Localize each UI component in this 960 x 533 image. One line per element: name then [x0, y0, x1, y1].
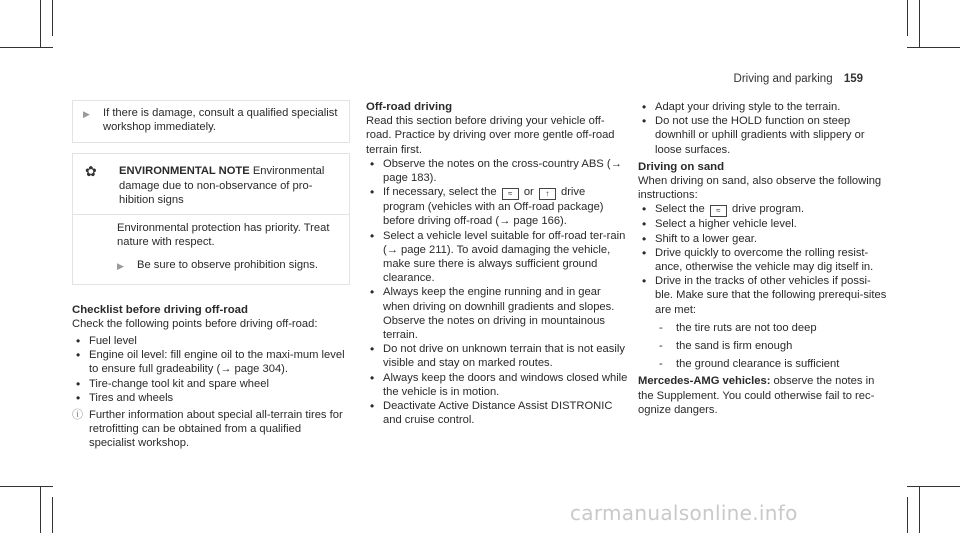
checklist-section	[72, 303, 350, 451]
list-item: • Shift to a lower gear.	[638, 232, 888, 246]
play-triangle-icon: ▶	[83, 109, 90, 119]
crop-mark	[40, 486, 41, 533]
list-item	[638, 202, 888, 217]
amg-label: Mercedes-AMG vehicles:	[638, 375, 771, 388]
amg-note	[638, 374, 888, 417]
list-item: • Deactivate Active Distance Assist DISTRONIC and cruise control.	[366, 399, 628, 427]
checklist-title: Checklist before driving off-road	[72, 303, 248, 316]
column-left	[72, 100, 350, 451]
list-item-text: drive program (vehicles with an Off-road package) before driving off-road (→ page 166).	[383, 186, 604, 228]
crop-mark	[919, 0, 920, 48]
checklist-note-text: Further information about special all-terrain tires for retrofitting can be obtained from a qualified specialist workshop.	[89, 409, 343, 450]
list-item-text: Drive in the tracks of other vehicles if possi-ble. Make sure that the following prerequi-sites are met:	[655, 275, 887, 316]
env-note-text: Environmental damage due to non-observance of pro-hibition signs	[119, 165, 325, 206]
list-item-text: If necessary, select the	[383, 186, 497, 199]
list-item: • Select a vehicle level suitable for off-road ter-rain (→ page 211). To avoid damaging the vehicle, make sure there is always sufficient ground clearance.	[366, 229, 628, 286]
checklist-intro: Check the following points before driving off-road:	[72, 317, 318, 330]
environment-leaf-icon: ✿	[85, 163, 97, 180]
sub-list-item: - the ground clearance is sufficient	[655, 357, 888, 371]
checklist-note	[72, 408, 350, 451]
section-title: Driving and parking	[733, 73, 833, 85]
column-right	[638, 100, 888, 417]
offroad-plus-program-icon: ↑	[539, 188, 556, 200]
watermark: carmanualsonline.info	[570, 501, 798, 525]
list-item: • Always keep the doors and windows closed while the vehicle is in motion.	[366, 371, 628, 399]
sand-program-icon: ≈	[710, 205, 727, 217]
page-number: 159	[843, 73, 863, 85]
sand-title: Driving on sand	[638, 160, 725, 173]
crop-mark	[0, 486, 53, 487]
list-item-text: or	[523, 186, 534, 199]
sand-intro: When driving on sand, also observe the following instructions:	[638, 175, 882, 202]
sub-list-item: - the sand is firm enough	[655, 339, 888, 353]
amg-text: observe the notes in the Supplement. You could otherwise fail to rec-ognize dangers.	[638, 375, 875, 416]
crop-mark	[907, 0, 908, 36]
list-item	[638, 274, 888, 371]
column-middle	[366, 100, 628, 427]
warning-text: If there is damage, consult a qualified specialist workshop immediately.	[103, 107, 338, 134]
list-item: • Do not drive on unknown terrain that is not easily visible and stay on marked routes.	[366, 342, 628, 370]
crop-mark	[0, 47, 53, 48]
list-item: • Adapt your driving style to the terrain.	[638, 100, 888, 114]
offroad-intro: Read this section before driving your vehicle off-road. Practice by driving over more gentle off-road terrain first.	[366, 115, 615, 156]
crop-mark	[52, 497, 53, 533]
crop-mark	[907, 497, 908, 533]
list-item: • Drive quickly to overcome the rolling resist-ance, otherwise the vehicle may dig itself in.	[638, 246, 888, 274]
offroad-title: Off-road driving	[366, 101, 453, 113]
page-header	[734, 72, 863, 86]
list-item: • Do not use the HOLD function on steep downhill or uphill gradients with slippery or loose surfaces.	[638, 114, 888, 157]
sand-list	[638, 202, 888, 371]
crop-mark	[907, 486, 960, 487]
list-item: • Engine oil level: fill engine oil to the maxi-mum level to ensure full gradeability (→ page 304).	[72, 348, 350, 376]
info-note-icon: ⓘ	[72, 409, 83, 422]
list-item: • Select a higher vehicle level.	[638, 217, 888, 231]
env-note-action: Be sure to observe prohibition signs.	[137, 259, 318, 272]
crop-mark	[40, 0, 41, 48]
warning-box	[72, 100, 350, 143]
offroad-list	[366, 157, 628, 428]
crop-mark	[52, 0, 53, 36]
crop-mark	[907, 47, 960, 48]
list-item: • Tire-change tool kit and spare wheel	[72, 377, 350, 391]
divider	[73, 214, 349, 215]
list-item-text: Select the	[655, 203, 705, 216]
environmental-note-box	[72, 153, 350, 284]
crop-mark	[919, 486, 920, 533]
list-item	[366, 185, 628, 228]
list-item: • Fuel level	[72, 334, 350, 348]
list-item: • Always keep the engine running and in gear when driving on downhill gradients and slopes. Observe the notes on driving in mountainous terrain.	[366, 285, 628, 342]
play-triangle-icon: ▶	[117, 261, 124, 272]
list-item-text: drive program.	[731, 203, 805, 216]
offroad-list-continued	[638, 100, 888, 157]
prerequisite-list	[655, 321, 888, 372]
env-note-body: Environmental protection has priority. Treat nature with respect.	[117, 222, 330, 249]
env-note-title: ENVIRONMENTAL NOTE	[119, 165, 250, 178]
list-item: • Observe the notes on the cross-country ABS (→ page 183).	[366, 157, 628, 185]
checklist-list	[72, 334, 350, 405]
offroad-program-icon: ≈	[502, 188, 519, 200]
sub-list-item: - the tire ruts are not too deep	[655, 321, 888, 335]
list-item: • Tires and wheels	[72, 391, 350, 405]
